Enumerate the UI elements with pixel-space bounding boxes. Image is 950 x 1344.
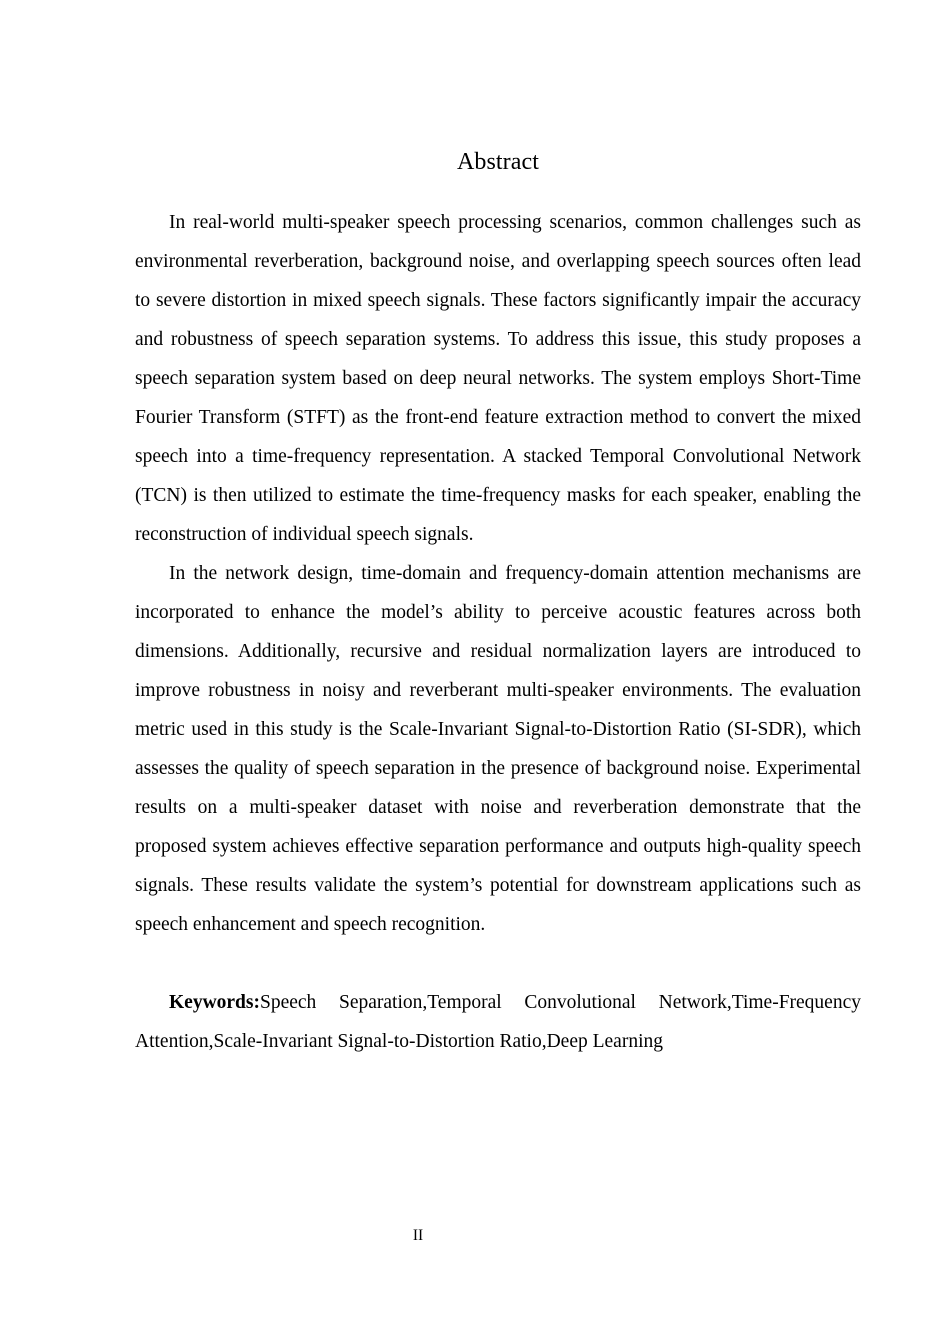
keywords-value: Speech Separation,Temporal Convolutional Network,Time-Frequency Attention,Scale-Invariant Signal-to-Distortion Ratio,Deep Learning [135,991,861,1052]
page-number: II [412,1227,424,1244]
page-content [135,0,861,1061]
abstract-paragraph-1: In real-world multi-speaker speech processing scenarios, common challenges such as environmental reverberation, background noise, and overlapping speech sources often lead to severe distortion in mixed speech signals. These factors significantly impair the accuracy and robustness of speech separation systems. To address this issue, this study proposes a speech separation system based on deep neural networks. The system employs Short-Time Fourier Transform (STFT) as the front-end feature extraction method to convert the mixed speech into a time-frequency representation. A stacked Temporal Convolutional Network (TCN) is then utilized to estimate the time-frequency masks for each speaker, enabling the reconstruction of individual speech signals. [135,211,861,545]
page-title: Abstract [456,149,540,175]
keywords-label: Keywords: [169,991,260,1013]
keywords-block [135,983,861,1061]
abstract-paragraph-2: In the network design, time-domain and frequency-domain attention mechanisms are incorporated to enhance the model’s ability to perceive acoustic features across both dimensions. Additionally, recursive and residual normalization layers are introduced to improve robustness in noisy and reverberant multi-speaker environments. The evaluation metric used in this study is the Scale-Invariant Signal-to-Distortion Ratio (SI-SDR), which assesses the quality of speech separation in the presence of background noise. Experimental results on a multi-speaker dataset with noise and reverberation demonstrate that the proposed system achieves effective separation performance and outputs high-quality speech signals. These results validate the system’s potential for downstream applications such as speech enhancement and speech recognition. [135,562,861,935]
abstract-body [135,203,861,944]
